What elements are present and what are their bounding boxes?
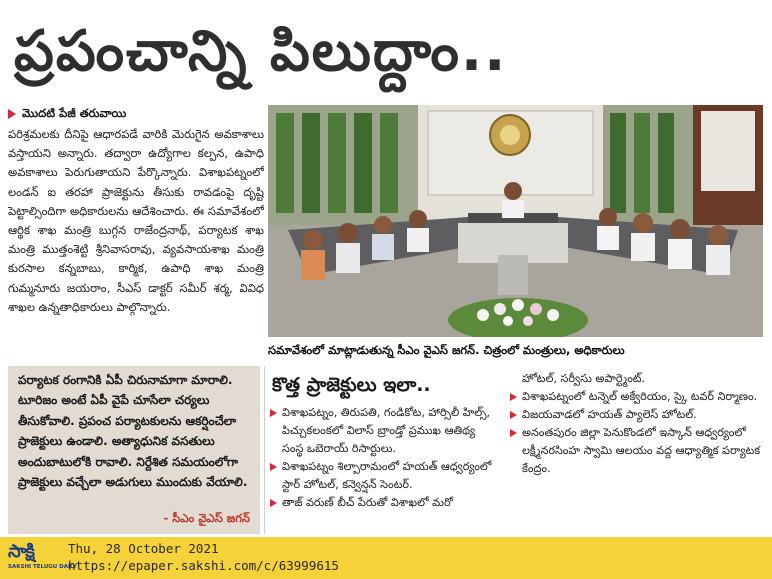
list-item: తాజ్ వరుణ్ బీచ్ పేరుతో విశాఖలో మరో bbox=[268, 494, 500, 512]
headline: ప్రపంచాన్ని పిలుద్దాం.. bbox=[14, 19, 508, 84]
logo-text: సాక్షి bbox=[8, 541, 34, 562]
list-continuation: హోటల్, సర్వీసు అపార్ట్మెంట్. bbox=[522, 372, 646, 385]
projects-list-right bbox=[508, 388, 766, 478]
triangle-arrow-icon bbox=[8, 109, 16, 119]
photo-caption: సమావేశంలో మాట్లాడుతున్న సీఎం వైఎస్ జగన్. చిత్రంలో మంత్రులు, అధికారులు bbox=[268, 343, 625, 357]
projects-title: కొత్త ప్రాజెక్టులు ఇలా.. bbox=[272, 374, 431, 396]
list-item: అనంతపురం జిల్లా పెనుకొండలో ఇస్కాన్ ఆధ్వర్యంలో లక్ష్మీనరసింహ స్వామి ఆలయం వద్ద ఆధ్యాత్మిక పర్యాటక కేంద్రం. bbox=[508, 424, 766, 478]
list-item: విశాఖపట్నం, తిరుపతి, గండికోట, హార్సిలీ హిల్స్, పిచ్చుకలంకలో విలాస్ బ్రాండ్తో ప్రముఖ ఆతిథ్య సంస్థ ఒబెరాయ్ రిసార్టులు. bbox=[268, 404, 500, 458]
quote-text: పర్యాటక రంగానికి ఏపీ చిరునామాగా మారాలి. టూరిజం అంటే ఏపీ వైపే చూసేలా చర్యలు తీసుకోవాలి. ప్రపంచ పర్యాటకులను ఆకర్షించేలా ప్రాజెక్టులు ఉండాలి. అత్యాధునిక వసతులు అందుబాటులోకి రావాలి. నిర్దేశిత సమయంలోగా ప్రాజెక్టులు వచ్చేలా అడుగులు ముందుకు వేయాలి. bbox=[18, 373, 248, 490]
epaper-link[interactable]: https://epaper.sakshi.com/c/63999615 bbox=[68, 558, 339, 573]
quote-signature: - సీఎం వైఎస్ జగన్ bbox=[163, 511, 250, 525]
meeting-photo-illustration bbox=[268, 105, 763, 337]
edition-date: Thu, 28 October 2021 bbox=[68, 541, 219, 556]
list-item: విశాఖపట్నంలో టన్నెల్ అక్వేరియం, స్కై టవర్ నిర్మాణం. bbox=[508, 388, 766, 406]
projects-right-column bbox=[508, 370, 766, 534]
projects-middle-column bbox=[268, 372, 500, 534]
column-divider bbox=[264, 366, 265, 534]
meeting-photo bbox=[268, 105, 763, 337]
list-item: విశాఖపట్నం శిల్పారామంలో హయత్ ఆధ్వర్యంలో స్టార్ హోటల్, కన్వెన్షన్ సెంటర్. bbox=[268, 458, 500, 494]
continuation-row bbox=[8, 105, 264, 123]
logo-subtitle: SAKSHI TELUGU DAILY bbox=[8, 564, 77, 570]
cm-quote-box bbox=[8, 366, 260, 534]
footer-bar bbox=[0, 537, 772, 579]
left-column bbox=[8, 105, 264, 360]
article-body: పరిశ్రమలకు దీనిపై ఆధారపడే వారికి మెరుగైన అవకాశాలు వస్తాయని అన్నారు. తద్వారా ఉద్యోగాల కల్పన, ఉపాధి అవకాశాలు పెరుగుతాయని పేర్కొన్నారు. విశాఖపట్నంలో లండన్ ఐ తరహా ప్రాజెక్టును తీసుకు రావడంపై దృష్టి పెట్టాల్సిందిగా అధికారులను ఆదేశించారు. ఈ సమావేశంలో ఆర్థిక శాఖ మంత్రి బుగ్గన రాజేంద్రనాథ్, పర్యాటక శాఖ మంత్రి ముత్తంశెట్టి శ్రీనివాసరావు, వ్యవసాయశాఖ మంత్రి కురసాల కన్నబాబు, కార్మిక, ఉపాధి శాఖ మంత్రి గుమ్మనూరు జయరాం, సీఎస్ డాక్టర్ సమీర్ శర్మ, వివిధ శాఖల ఉన్నతాధికారులు పాల్గొన్నారు. bbox=[8, 127, 264, 314]
continuation-label: మొదటి పేజీ తరువాయి bbox=[22, 105, 127, 120]
projects-list-middle bbox=[268, 404, 500, 512]
list-item: విజయవాడలో హయత్ ప్యాలెస్ హోటల్. bbox=[508, 406, 766, 424]
sakshi-logo bbox=[8, 541, 77, 575]
